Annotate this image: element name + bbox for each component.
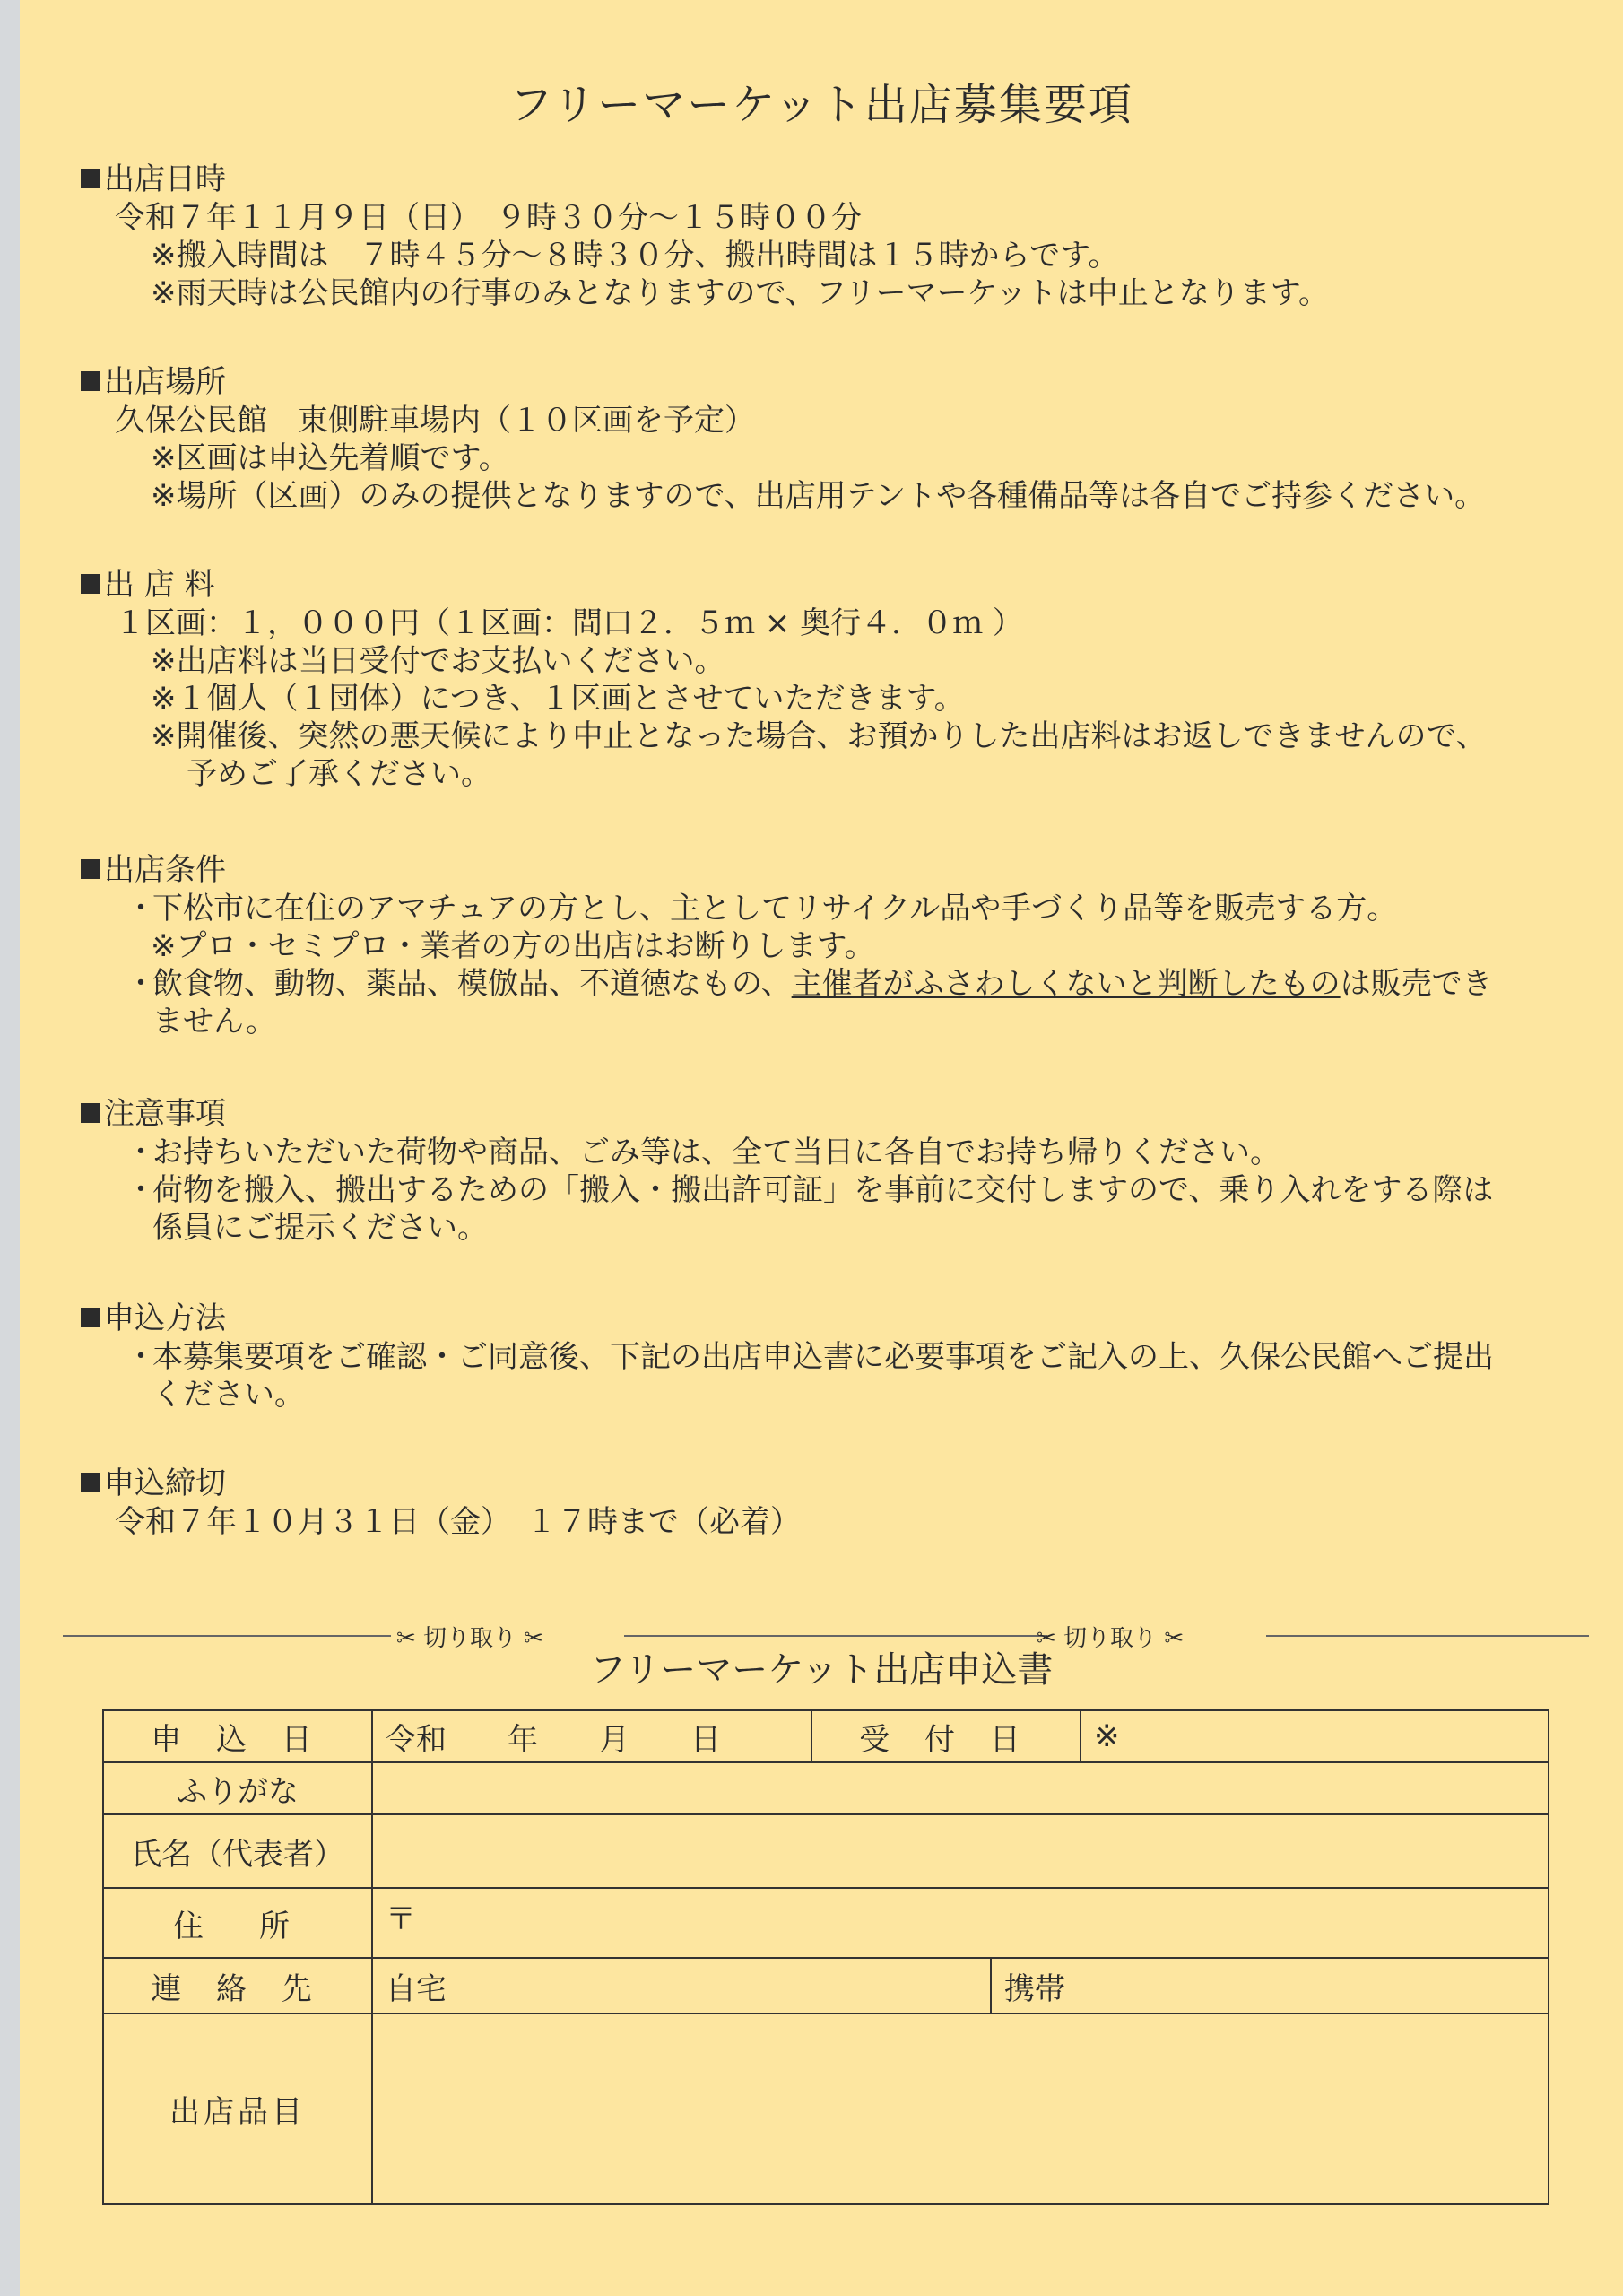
- apply-date-label: 申 込 日: [103, 1710, 372, 1762]
- address-label: 住 所: [103, 1888, 372, 1958]
- contact-field: [372, 1958, 1549, 2013]
- section-deadline: [81, 1464, 1605, 1541]
- square-bullet-icon: [81, 1473, 100, 1492]
- section-apply: [81, 1299, 1605, 1413]
- furigana-label: ふりがな: [103, 1762, 372, 1814]
- cut-label: ✂ 切り取り ✂: [1037, 1625, 1185, 1652]
- items-label: 出店品目: [103, 2013, 372, 2204]
- note-text: 予めご了承ください。: [187, 756, 491, 792]
- note-text: ※開催後、突然の悪天候により中止となった場合、お預かりした出店料はお返しできませんので、: [151, 718, 1487, 754]
- note-text: ※プロ・セミプロ・業者の方の出店はお断りします。: [151, 928, 875, 964]
- note-text: ※場所（区画）のみの提供となりますので、出店用テントや各種備品等は各自でご持参ください。: [151, 478, 1486, 514]
- furigana-field[interactable]: [372, 1762, 1549, 1814]
- section-heading: 注意事項: [81, 1094, 1605, 1134]
- square-bullet-icon: [81, 574, 100, 594]
- event-place: 久保公民館 東側駐車場内（１０区画を予定）: [115, 403, 755, 439]
- address-field[interactable]: 〒: [372, 1888, 1549, 1958]
- mobile-phone-label: 携帯: [1004, 1970, 1065, 2007]
- flyer-page: [20, 0, 1623, 2296]
- square-bullet-icon: [81, 1103, 100, 1123]
- name-label: 氏名（代表者）: [103, 1814, 372, 1888]
- section-heading: 出店日時: [81, 160, 1605, 199]
- receipt-date-label: 受 付 日: [812, 1710, 1081, 1762]
- section-place: [81, 362, 1605, 515]
- home-phone-field[interactable]: [373, 1959, 992, 2013]
- list-item: ・お持ちいただいた荷物や商品、ごみ等は、全て当日に各自でお持ち帰りください。: [126, 1135, 1280, 1170]
- section-fee: [81, 565, 1605, 793]
- square-bullet-icon: [81, 1308, 100, 1327]
- mobile-phone-field[interactable]: [992, 1959, 1548, 2013]
- note-text: ※区画は申込先着順です。: [151, 440, 509, 476]
- list-item: ・荷物を搬入、搬出するための「搬入・搬出許可証」を事前に交付しますので、乗り入れをする際は: [126, 1172, 1494, 1208]
- square-bullet-icon: [81, 371, 100, 391]
- note-text: ※出店料は当日受付でお支払いください。: [151, 643, 725, 679]
- deadline-date: 令和７年１０月３１日（金） １７時まで（必着）: [115, 1504, 801, 1540]
- note-text: ※１個人（１団体）につき、１区画とさせていただきます。: [151, 681, 965, 717]
- section-heading: 出店場所: [81, 362, 1605, 402]
- form-title: フリーマーケット出店申込書: [589, 1649, 1054, 1691]
- note-text: ※搬入時間は ７時４５分～８時３０分、搬出時間は１５時からです。: [151, 238, 1119, 274]
- list-item: ・飲食物、動物、薬品、模倣品、不道徳なもの、主催者がふさわしくないと判断したものは販売でき: [126, 966, 1493, 1002]
- square-bullet-icon: [81, 859, 100, 879]
- section-heading: 申込締切: [81, 1464, 1605, 1503]
- list-item: ・下松市に在住のアマチュアの方とし、主としてリサイクル品や手づくり品等を販売する方。: [126, 891, 1398, 926]
- home-phone-label: 自宅: [386, 1970, 447, 2007]
- page-title: フリーマーケット出店募集要項: [509, 80, 1133, 130]
- items-field[interactable]: [372, 2013, 1549, 2204]
- list-item: ・本募集要項をご確認・ご同意後、下記の出店申込書に必要事項をご記入の上、久保公民館へご提出: [126, 1339, 1494, 1375]
- event-datetime: 令和７年１１月９日（日） ９時３０分～１５時００分: [115, 200, 862, 236]
- application-form: [102, 1709, 1549, 2205]
- list-item-continuation: ません。: [152, 1004, 277, 1039]
- apply-date-field[interactable]: 令和 年 月 日: [372, 1710, 812, 1762]
- receipt-date-field[interactable]: ※: [1081, 1710, 1549, 1762]
- section-heading: 出 店 料: [81, 565, 1605, 604]
- fee-amount: １区画：１，０００円（１区画：間口２．５ｍ × 奥行４．０ｍ ）: [115, 605, 1023, 641]
- section-heading: 出店条件: [81, 850, 1605, 890]
- section-heading: 申込方法: [81, 1299, 1605, 1338]
- contact-label: 連 絡 先: [103, 1958, 372, 2013]
- list-item-continuation: 係員にご提示ください。: [152, 1210, 488, 1246]
- list-item-continuation: ください。: [152, 1377, 305, 1413]
- section-date: [81, 160, 1605, 312]
- section-conditions: [81, 850, 1605, 1040]
- section-notes: [81, 1094, 1605, 1247]
- square-bullet-icon: [81, 169, 100, 188]
- note-text: ※雨天時は公民館内の行事のみとなりますので、フリーマーケットは中止となります。: [151, 275, 1330, 311]
- cut-label: ✂ 切り取り ✂: [396, 1625, 544, 1652]
- name-field[interactable]: [372, 1814, 1549, 1888]
